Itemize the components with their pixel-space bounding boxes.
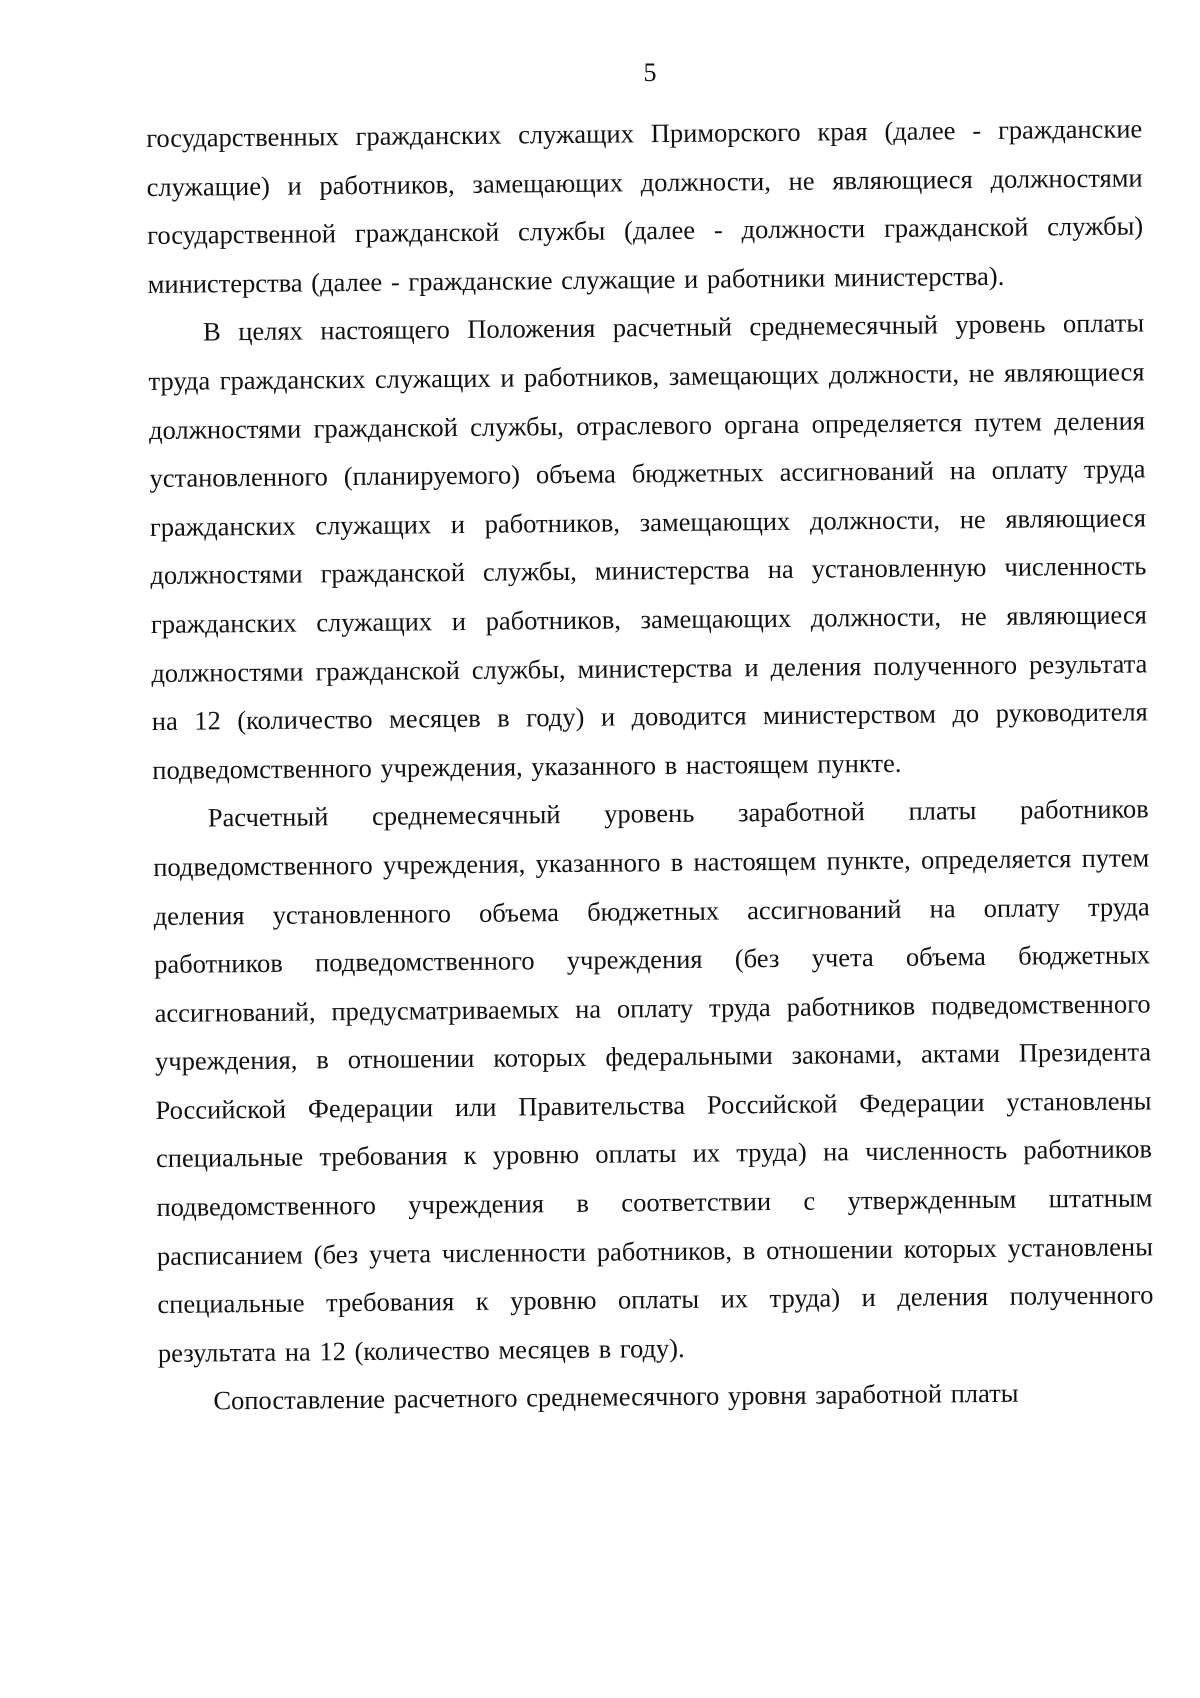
paragraph-average-pay-institution: Расчетный среднемесячный уровень заработной платы работников подведомственного учреждения, указанного в настоящем пункте, определяется путем деления установленного объема бюджетных ассигнований на оплату труда работников подведомственного учреждения (без учета объема бюджетных ассигнований, предусматриваемых на оплату труда работников подведомственного учреждения, в отношении которых федеральными законами, актами Президента Российской Федерации или Правительства Российской Федерации установлены специальные требования к уровню оплаты их труда) на численность работников подведомственного учреждения в соответствии с утвержденным штатным расписанием (без учета численности работников, в отношении которых установлены специальные требования к уровню оплаты их труда) и деления полученного результата на 12 (количество месяцев в году). xyxy=(153,793,1154,1368)
paragraph-continuation: государственных гражданских служащих Приморского края (далее - гражданские служащие) и работников, замещающих должности, не являющиеся должностями государственной гражданской службы (далее - должности гражданской службы) министерства (далее - гражданские служащие и работники министерства). xyxy=(146,113,1144,299)
paragraph-comparison-start: Сопоставление расчетного среднемесячного уровня заработной платы xyxy=(213,1378,1019,1416)
page-number: 5 xyxy=(643,58,657,87)
paragraph-average-pay-ministry: В целях настоящего Положения расчетный среднемесячный уровень оплаты труда гражданских служащих и работников, замещающих должности, не являющиеся должностями гражданской службы, отраслевого органа определяется путем деления установленного (планируемого) объема бюджетных ассигнований на оплату труда гражданских служащих и работников, замещающих должности, не являющиеся должностями гражданской службы, министерства на установленную численность гражданских служащих и работников, замещающих должности, не являющиеся должностями гражданской службы, министерства и деления полученного результата на 12 (количество месяцев в году) и доводится министерством до руководителя подведомственного учреждения, указанного в настоящем пункте. xyxy=(148,307,1148,785)
document-body xyxy=(146,104,1155,1426)
